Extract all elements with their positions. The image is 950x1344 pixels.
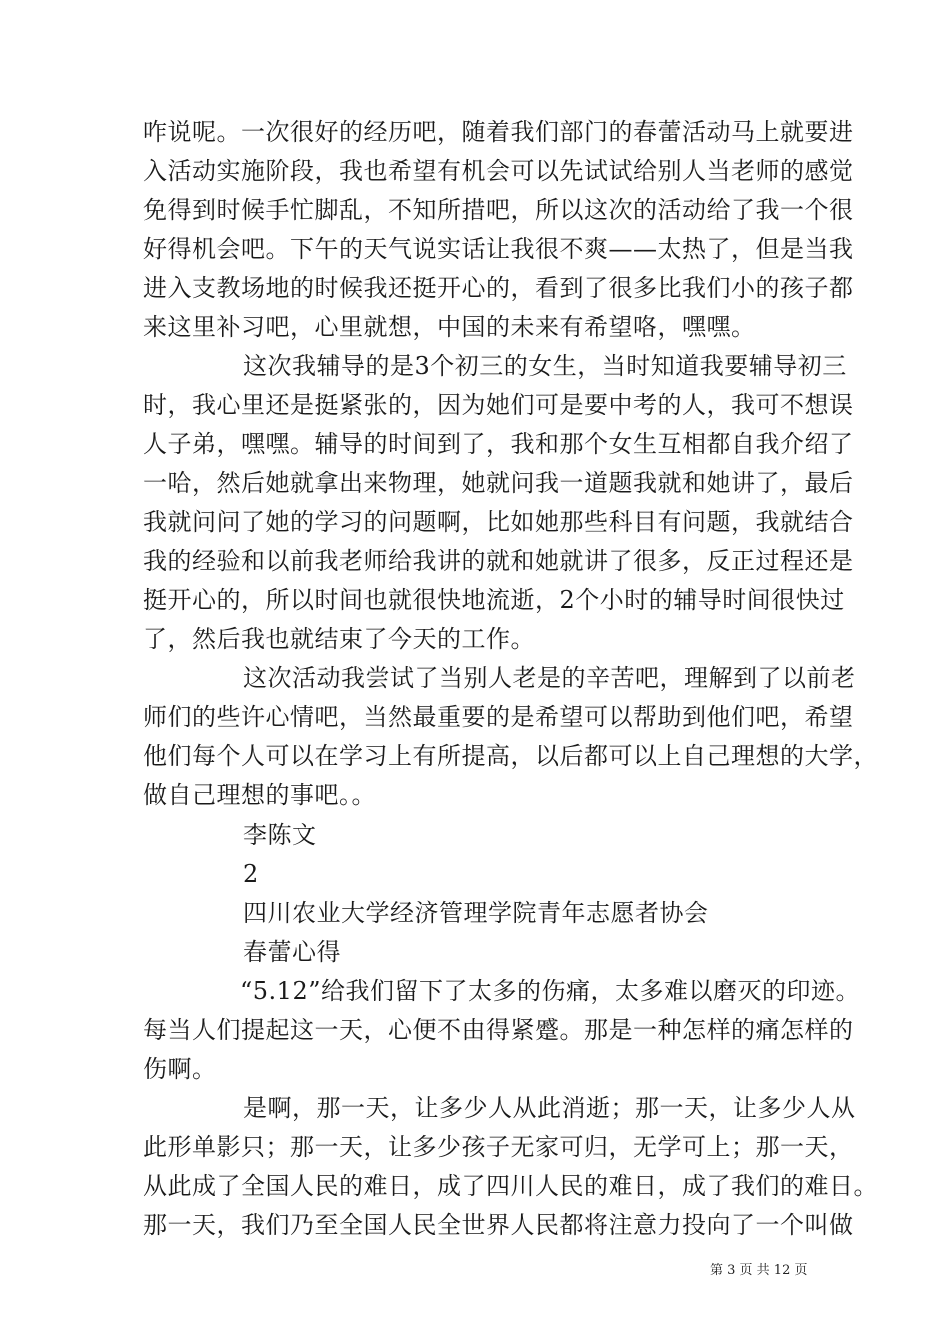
- text-line: 从此成了全国人民的难日，成了四川人民的难日，成了我们的难日。: [143, 1172, 878, 1200]
- text-line: 咋说呢。一次很好的经历吧，随着我们部门的春蕾活动马上就要进: [143, 118, 854, 146]
- section-title: 春蕾心得: [243, 938, 341, 966]
- section-number: 2: [243, 860, 259, 888]
- text-line: 免得到时候手忙脚乱，不知所措吧，所以这次的活动给了我一个很: [143, 196, 854, 224]
- text-line: 是啊，那一天，让多少人从此消逝；那一天，让多少人从: [243, 1094, 856, 1122]
- text-line: 来这里补习吧，心里就想，中国的未来有希望咯，嘿嘿。: [143, 313, 756, 341]
- organization-name: 四川农业大学经济管理学院青年志愿者协会: [243, 899, 709, 927]
- text-line: 每当人们提起这一天，心便不由得紧蹙。那是一种怎样的痛怎样的: [143, 1016, 854, 1044]
- text-line: 一哈，然后她就拿出来物理，她就问我一道题我就和她讲了，最后: [143, 469, 854, 497]
- text-line: 时，我心里还是挺紧张的，因为她们可是要中考的人，我可不想误: [143, 391, 854, 419]
- text-line: 人子弟，嘿嘿。辅导的时间到了，我和那个女生互相都自我介绍了: [143, 430, 854, 458]
- text-line: “5.12”给我们留下了太多的伤痛，太多难以磨灭的印迹。: [240, 977, 860, 1005]
- text-line: 进入支教场地的时候我还挺开心的，看到了很多比我们小的孩子都: [143, 274, 854, 302]
- text-line: 我就问问了她的学习的问题啊，比如她那些科目有问题，我就结合: [143, 508, 854, 536]
- text-line: 好得机会吧。下午的天气说实话让我很不爽——太热了，但是当我: [143, 235, 854, 263]
- text-line: 伤啊。: [143, 1055, 217, 1083]
- text-line: 那一天，我们乃至全国人民全世界人民都将注意力投向了一个叫做: [143, 1211, 854, 1239]
- text-line: 做自己理想的事吧。。: [143, 781, 376, 809]
- text-line: 这次活动我尝试了当别人老是的辛苦吧，理解到了以前老: [243, 664, 856, 692]
- author-name: 李陈文: [243, 821, 317, 849]
- text-line: 挺开心的，所以时间也就很快地流逝，2个小时的辅导时间很快过: [143, 586, 845, 614]
- text-line: 此形单影只；那一天，让多少孩子无家可归，无学可上；那一天，: [143, 1133, 854, 1161]
- text-line: 师们的些许心情吧，当然最重要的是希望可以帮助到他们吧，希望: [143, 703, 854, 731]
- page-number-footer: 第 3 页 共 12 页: [710, 1263, 808, 1278]
- text-line: 他们每个人可以在学习上有所提高，以后都可以上自己理想的大学，: [143, 742, 878, 770]
- text-line: 我的经验和以前我老师给我讲的就和她就讲了很多，反正过程还是: [143, 547, 854, 575]
- text-line: 这次我辅导的是3个初三的女生，当时知道我要辅导初三: [243, 352, 847, 380]
- text-line: 入活动实施阶段，我也希望有机会可以先试试给别人当老师的感觉: [143, 157, 854, 185]
- text-line: 了，然后我也就结束了今天的工作。: [143, 625, 535, 653]
